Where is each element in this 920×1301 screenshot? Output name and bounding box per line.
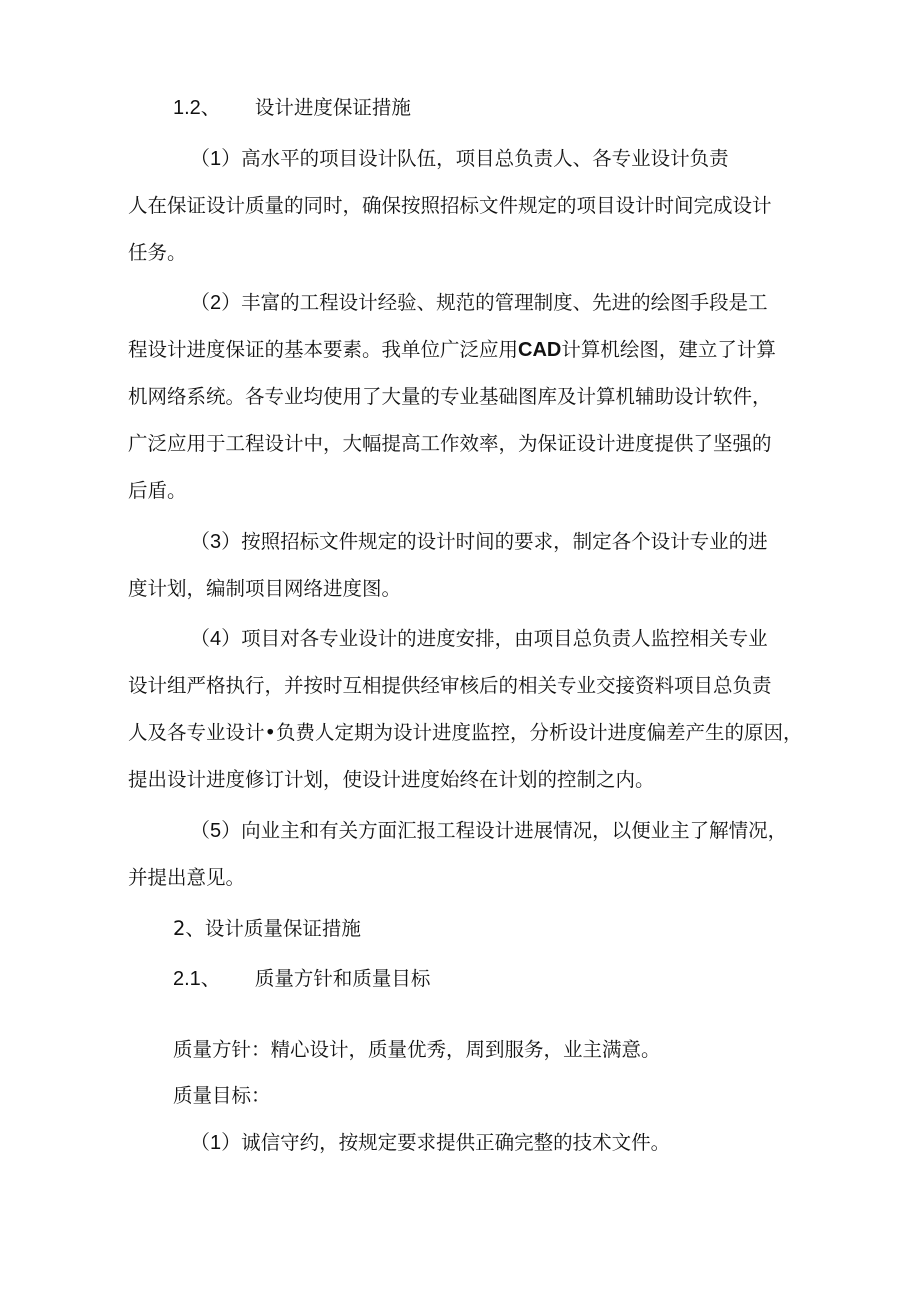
section-title: 质量方针和质量目标: [254, 967, 431, 990]
section-number: 1.2、: [173, 97, 221, 119]
cad-term: CAD: [518, 339, 562, 361]
paragraph-4-line-4: 提出设计进度修订计划，使设计进度始终在计划的控制之内。: [128, 768, 655, 791]
paragraph-text: 按照招标文件规定的设计时间的要求，制定各个设计专业的进: [241, 530, 768, 553]
paragraph-3-line-1: [190, 529, 768, 555]
paragraph-1-line-3: 任务。: [128, 241, 187, 264]
paragraph-text: 项目对各专业设计的进度安排，由项目总负责人监控相关专业: [241, 627, 768, 650]
paragraph-5-line-1: [190, 818, 787, 844]
paragraph-2-line-4: 广泛应用于工程设计中，大幅提高工作效率，为保证设计进度提供了坚强的: [128, 432, 772, 455]
paragraph-marker: （3）: [190, 531, 242, 553]
section-number: 2.1、: [173, 968, 221, 990]
paragraph-marker: （1）: [190, 1132, 242, 1154]
paragraph-2-line-2: [128, 337, 776, 363]
paragraph-text: 程设计进度保证的基本要素。我单位广泛应用: [128, 338, 519, 361]
quality-goal-1: [190, 1130, 670, 1156]
paragraph-4-line-1: [190, 626, 768, 652]
paragraph-4-line-2: 设计组严格执行，并按时互相提供经审核后的相关专业交接资料项目总负责: [128, 674, 772, 697]
paragraph-2-line-5: 后盾。: [128, 479, 187, 502]
paragraph-text: 丰富的工程设计经验、规范的管理制度、先进的绘图手段是工: [241, 291, 768, 314]
paragraph-text: 计算机绘图，建立了计算: [561, 338, 776, 361]
section-heading-2-1: [173, 966, 430, 992]
quality-policy: 质量方针：精心设计，质量优秀，周到服务，业主满意。: [173, 1038, 661, 1061]
paragraph-text: 诚信守约，按规定要求提供正确完整的技术文件。: [241, 1131, 671, 1154]
paragraph-marker: （5）: [190, 820, 242, 842]
paragraph-text: 向业主和有关方面汇报工程设计进展情况，以便业主了解情况，: [241, 819, 788, 842]
paragraph-text: 高水平的项目设计队伍，项目总负责人、各专业设计负责: [241, 147, 729, 170]
paragraph-4-line-3: 人及各专业设计•负费人定期为设计进度监控，分析设计进度偏差产生的原因，: [128, 721, 803, 744]
paragraph-1-line-2: 人在保证设计质量的同时，确保按照招标文件规定的项目设计时间完成设计: [128, 194, 772, 217]
paragraph-2-line-1: [190, 290, 768, 316]
paragraph-5-line-2: 并提出意见。: [128, 866, 246, 889]
paragraph-marker: （4）: [190, 628, 242, 650]
section-heading-2: 2、设计质量保证措施: [173, 917, 361, 940]
quality-goal-label: 质量目标：: [173, 1084, 271, 1107]
paragraph-1-line-1: [190, 146, 729, 172]
section-heading-1-2: [173, 95, 411, 121]
paragraph-2-line-3: 机网络系统。各专业均使用了大量的专业基础图库及计算机辅助设计软件，: [128, 385, 772, 408]
paragraph-marker: （2）: [190, 292, 242, 314]
section-title: 设计进度保证措施: [254, 96, 411, 119]
paragraph-3-line-2: 度计划，编制项目网络进度图。: [128, 577, 402, 600]
paragraph-marker: （1）: [190, 148, 242, 170]
